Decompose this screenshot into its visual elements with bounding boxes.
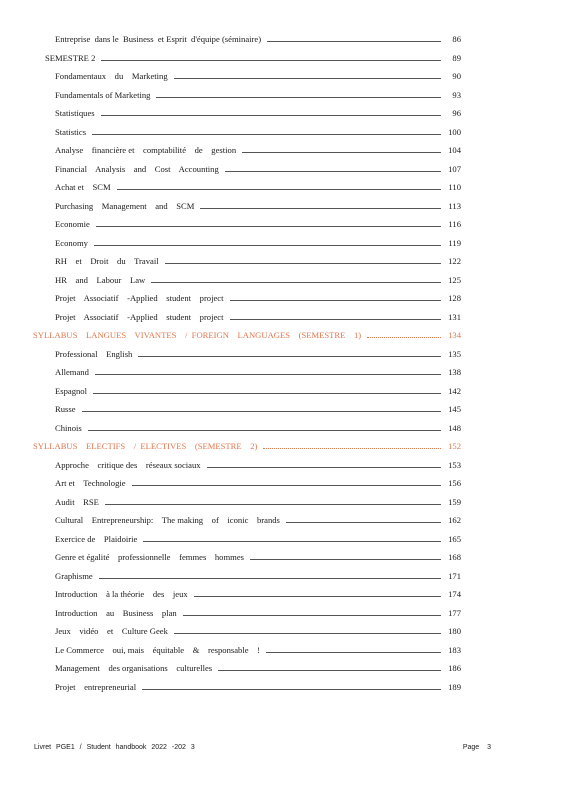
toc-page-number: 134 [448, 330, 461, 340]
toc-entry-title: Audit RSE [55, 496, 99, 507]
toc-entry-title: SYLLABUS LANGUES VIVANTES / FOREIGN LANGUAGES (SEMESTRE 1) [33, 330, 362, 340]
toc-leader-line [200, 208, 441, 209]
toc-page-number: 142 [448, 385, 461, 396]
toc-entry[interactable] [0, 474, 566, 493]
toc-leader-line [174, 633, 441, 634]
toc-entry-title: Russe [55, 404, 76, 414]
toc-section-heading[interactable] [0, 437, 566, 456]
toc-entry[interactable] [0, 659, 566, 678]
toc-leader-line [225, 171, 441, 172]
toc-leader-line [142, 689, 441, 690]
toc-page-number: 113 [448, 200, 461, 211]
toc-entry[interactable] [0, 234, 566, 253]
toc-entry-title: Le Commerce oui, mais équitable & responsable ! [55, 644, 261, 655]
toc-page-number: 162 [448, 515, 461, 525]
toc-entry[interactable] [0, 30, 566, 49]
toc-entry-title: Economy [55, 237, 88, 248]
toc-leader-line [194, 596, 441, 597]
toc-entry-title: Chinois [55, 422, 82, 433]
toc-page-number: 93 [452, 89, 461, 100]
toc-entry-title: Economie [55, 219, 90, 229]
footer-handbook-title: Livret PGE1 / Student handbook 2022 -202 3 [34, 744, 195, 751]
toc-page-number: 125 [448, 274, 461, 285]
toc-entry-title: Fundamentals of Marketing [55, 89, 151, 100]
toc-page-number: 153 [448, 459, 461, 470]
toc-page-number: 90 [452, 71, 461, 81]
toc-leader-line [263, 448, 441, 449]
toc-entry-title: Purchasing Management and SCM [55, 200, 195, 211]
toc-page-number: 122 [448, 256, 461, 266]
toc-page-number: 156 [448, 478, 461, 488]
toc-entry-title: Introduction à la théorie des jeux [55, 589, 188, 599]
toc-entry-title: Introduction au Business plan [55, 607, 177, 618]
toc-leader-line [151, 282, 441, 283]
toc-leader-line [165, 263, 441, 264]
toc-page-number: 138 [448, 367, 461, 377]
toc-page-number: 86 [452, 34, 461, 44]
toc-page-number: 174 [448, 589, 461, 599]
toc-entry-title: Fondamentaux du Marketing [55, 71, 168, 81]
toc-entry-title: Projet Associatif -Applied student project [55, 293, 224, 303]
toc-page-number: 189 [448, 681, 461, 692]
toc-entry-title: Allemand [55, 367, 89, 377]
toc-leader-line [207, 467, 441, 468]
toc-page-number: 116 [448, 219, 461, 229]
toc-entry-title: HR and Labour Law [55, 274, 146, 285]
toc-entry-title: Jeux vidéo et Culture Geek [55, 626, 168, 636]
toc-entry[interactable] [0, 289, 566, 308]
toc-leader-line [93, 393, 441, 394]
toc-leader-line [94, 245, 441, 246]
toc-entry[interactable] [0, 641, 566, 660]
toc-entry[interactable] [0, 215, 566, 234]
toc-entry[interactable] [0, 456, 566, 475]
toc-entry-title: SYLLABUS ELECTIFS / ELECTIVES (SEMESTRE 2) [33, 441, 258, 451]
toc-entry[interactable] [0, 141, 566, 160]
toc-entry-title: Management des organisations culturelles [55, 663, 213, 673]
table-of-contents [0, 30, 566, 696]
toc-entry-title: Professional English [55, 348, 133, 359]
toc-leader-line [286, 522, 441, 523]
toc-section-heading[interactable] [0, 326, 566, 345]
toc-leader-line [101, 60, 441, 61]
toc-entry-title: Analyse financière et comptabilité de gestion [55, 145, 237, 155]
toc-leader-line [174, 78, 441, 79]
toc-leader-line [242, 152, 441, 153]
toc-page-number: 100 [448, 126, 461, 137]
toc-leader-line [101, 115, 441, 116]
toc-entry-title: Financial Analysis and Cost Accounting [55, 163, 219, 174]
toc-leader-line [267, 41, 441, 42]
toc-page-number: 107 [448, 163, 461, 174]
toc-leader-line [250, 559, 441, 560]
toc-leader-line [88, 430, 441, 431]
toc-entry[interactable] [0, 197, 566, 216]
toc-entry-title: Achat et SCM [55, 182, 111, 192]
toc-page-number: 110 [448, 182, 461, 192]
toc-entry[interactable] [0, 604, 566, 623]
toc-entry-title: Approche critique des réseaux sociaux [55, 459, 201, 470]
toc-entry[interactable] [0, 400, 566, 419]
toc-leader-line [117, 189, 441, 190]
toc-page-number: 89 [452, 52, 461, 63]
toc-leader-line [266, 652, 441, 653]
toc-entry[interactable] [0, 308, 566, 327]
toc-entry-title: RH et Droit du Travail [55, 256, 159, 266]
toc-entry-title: Graphisme [55, 570, 93, 581]
toc-leader-line [230, 300, 441, 301]
toc-entry-title: Statistics [55, 126, 87, 137]
toc-page-number: 131 [448, 311, 461, 322]
toc-entry-title: Art et Technologie [55, 478, 126, 488]
toc-entry[interactable] [0, 567, 566, 586]
toc-page-number: 104 [448, 145, 461, 155]
toc-entry-title: Entreprise dans le Business et Esprit d'équipe (séminaire) [55, 34, 262, 44]
toc-entry-title: Genre et égalité professionnelle femmes hommes [55, 552, 245, 562]
toc-entry[interactable] [0, 252, 566, 271]
toc-entry[interactable] [0, 86, 566, 105]
toc-entry[interactable] [0, 49, 566, 68]
toc-leader-line [92, 134, 441, 135]
toc-leader-line [82, 411, 441, 412]
toc-leader-line [218, 670, 441, 671]
toc-entry[interactable] [0, 530, 566, 549]
toc-page-number: 186 [448, 663, 461, 673]
toc-entry-title: SEMESTRE 2 [45, 52, 96, 63]
toc-entry[interactable] [0, 271, 566, 290]
toc-entry[interactable] [0, 493, 566, 512]
toc-page-number: 165 [448, 533, 461, 544]
toc-entry-title: Exercice de Plaidoirie [55, 533, 138, 544]
toc-entry-title: Statistiques [55, 108, 95, 118]
toc-page-number: 180 [448, 626, 461, 636]
toc-leader-line [96, 226, 441, 227]
toc-entry-title: Projet Associatif -Applied student project [55, 311, 224, 322]
toc-entry[interactable] [0, 585, 566, 604]
toc-page-number: 171 [448, 570, 461, 581]
footer-page-number: Page 3 [462, 744, 491, 751]
toc-entry[interactable] [0, 548, 566, 567]
toc-entry[interactable] [0, 123, 566, 142]
toc-page-number: 183 [448, 644, 461, 655]
toc-entry[interactable] [0, 363, 566, 382]
toc-leader-line [143, 541, 441, 542]
toc-page-number: 177 [448, 607, 461, 618]
toc-leader-line [95, 374, 441, 375]
toc-leader-line [99, 578, 441, 579]
toc-leader-line [367, 337, 441, 338]
toc-entry[interactable] [0, 345, 566, 364]
toc-page-number: 159 [448, 496, 461, 507]
toc-entry[interactable] [0, 622, 566, 641]
toc-entry[interactable] [0, 67, 566, 86]
toc-entry[interactable] [0, 511, 566, 530]
toc-entry[interactable] [0, 419, 566, 438]
toc-entry[interactable] [0, 104, 566, 123]
toc-leader-line [105, 504, 441, 505]
toc-leader-line [132, 485, 441, 486]
toc-page-number: 148 [448, 422, 461, 433]
toc-entry-title: Cultural Entrepreneurship: The making of iconic brands [55, 515, 280, 525]
toc-entry[interactable] [0, 178, 566, 197]
toc-leader-line [183, 615, 441, 616]
toc-leader-line [230, 319, 441, 320]
toc-entry-title: Espagnol [55, 385, 87, 396]
toc-entry-title: Projet entrepreneurial [55, 681, 137, 692]
toc-page-number: 168 [448, 552, 461, 562]
toc-entry[interactable] [0, 160, 566, 179]
toc-entry[interactable] [0, 382, 566, 401]
toc-page-number: 152 [448, 441, 461, 451]
toc-page-number: 128 [448, 293, 461, 303]
toc-entry[interactable] [0, 678, 566, 697]
toc-page-number: 145 [448, 404, 461, 414]
toc-leader-line [138, 356, 441, 357]
toc-page-number: 96 [452, 108, 461, 118]
toc-page-number: 135 [448, 348, 461, 359]
toc-page-number: 119 [448, 237, 461, 248]
toc-leader-line [156, 97, 441, 98]
